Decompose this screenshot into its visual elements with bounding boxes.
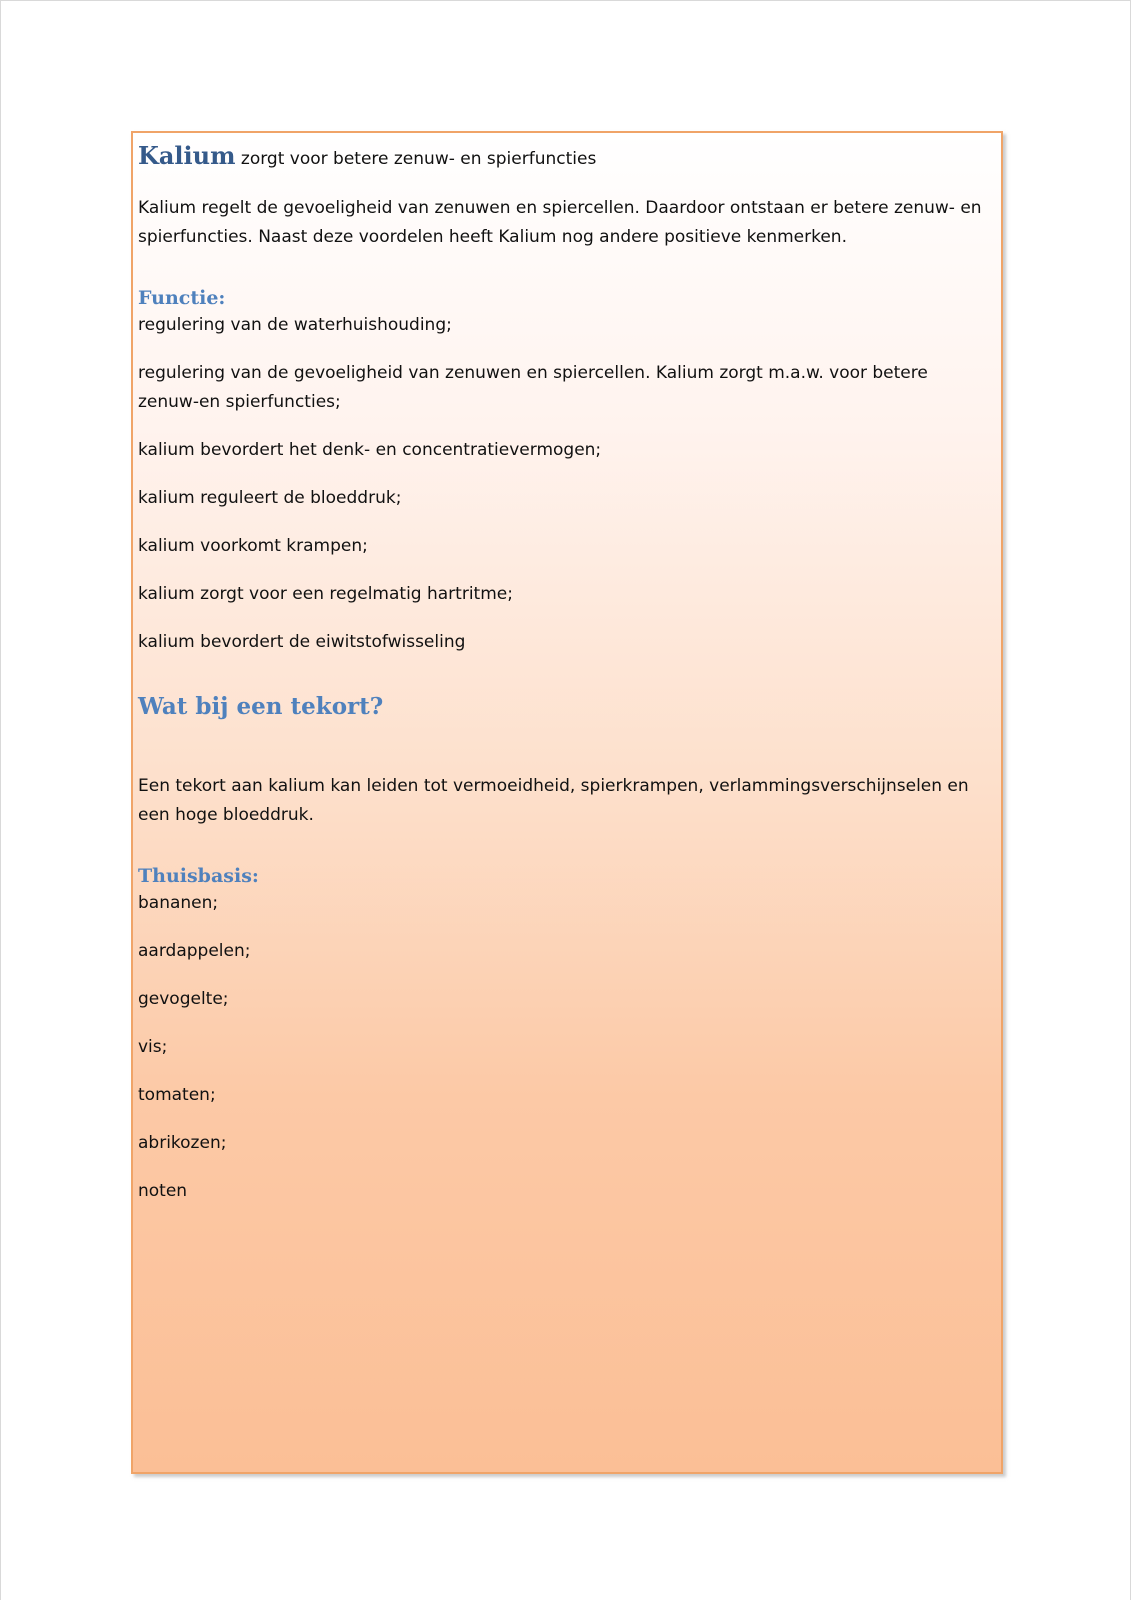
thuisbasis-item: gevogelte; xyxy=(138,989,229,1009)
functie-item: kalium voorkomt krampen; xyxy=(138,536,368,556)
functie-heading: Functie: xyxy=(138,287,226,309)
content-panel xyxy=(131,131,1003,1474)
functie-item: regulering van de gevoeligheid van zenuwen en spiercellen. Kalium zorgt m.a.w. voor betere zenuw-en spierfuncties; xyxy=(138,363,928,412)
functie-list xyxy=(138,311,987,657)
thuisbasis-heading: Thuisbasis: xyxy=(138,865,259,887)
thuisbasis-item: noten xyxy=(138,1181,188,1201)
thuisbasis-list xyxy=(138,889,987,1206)
functie-item: regulering van de waterhuishouding; xyxy=(138,315,452,335)
tekort-heading: Wat bij een tekort? xyxy=(138,693,384,720)
thuisbasis-item: vis; xyxy=(138,1037,168,1057)
thuisbasis-item: abrikozen; xyxy=(138,1133,227,1153)
title-keyword: Kalium xyxy=(138,141,236,170)
thuisbasis-item: aardappelen; xyxy=(138,941,251,961)
functie-item: kalium zorgt voor een regelmatig hartritme; xyxy=(138,584,513,604)
title-subtitle: zorgt voor betere zenuw- en spierfuncties xyxy=(235,149,597,169)
intro-paragraph: Kalium regelt de gevoeligheid van zenuwen en spiercellen. Daardoor ontstaan er betere zenuw- en spierfuncties. Naast deze voordelen heeft Kalium nog andere positieve kenmerken. xyxy=(138,198,982,247)
thuisbasis-item: bananen; xyxy=(138,893,219,913)
functie-item: kalium reguleert de bloeddruk; xyxy=(138,488,402,508)
functie-item: kalium bevordert de eiwitstofwisseling xyxy=(138,632,466,652)
tekort-paragraph: Een tekort aan kalium kan leiden tot vermoeidheid, spierkrampen, verlammingsverschijnselen en een hoge bloeddruk. xyxy=(138,776,969,825)
functie-item: kalium bevordert het denk- en concentratievermogen; xyxy=(138,440,602,460)
page-title xyxy=(138,141,987,174)
thuisbasis-item: tomaten; xyxy=(138,1085,216,1105)
